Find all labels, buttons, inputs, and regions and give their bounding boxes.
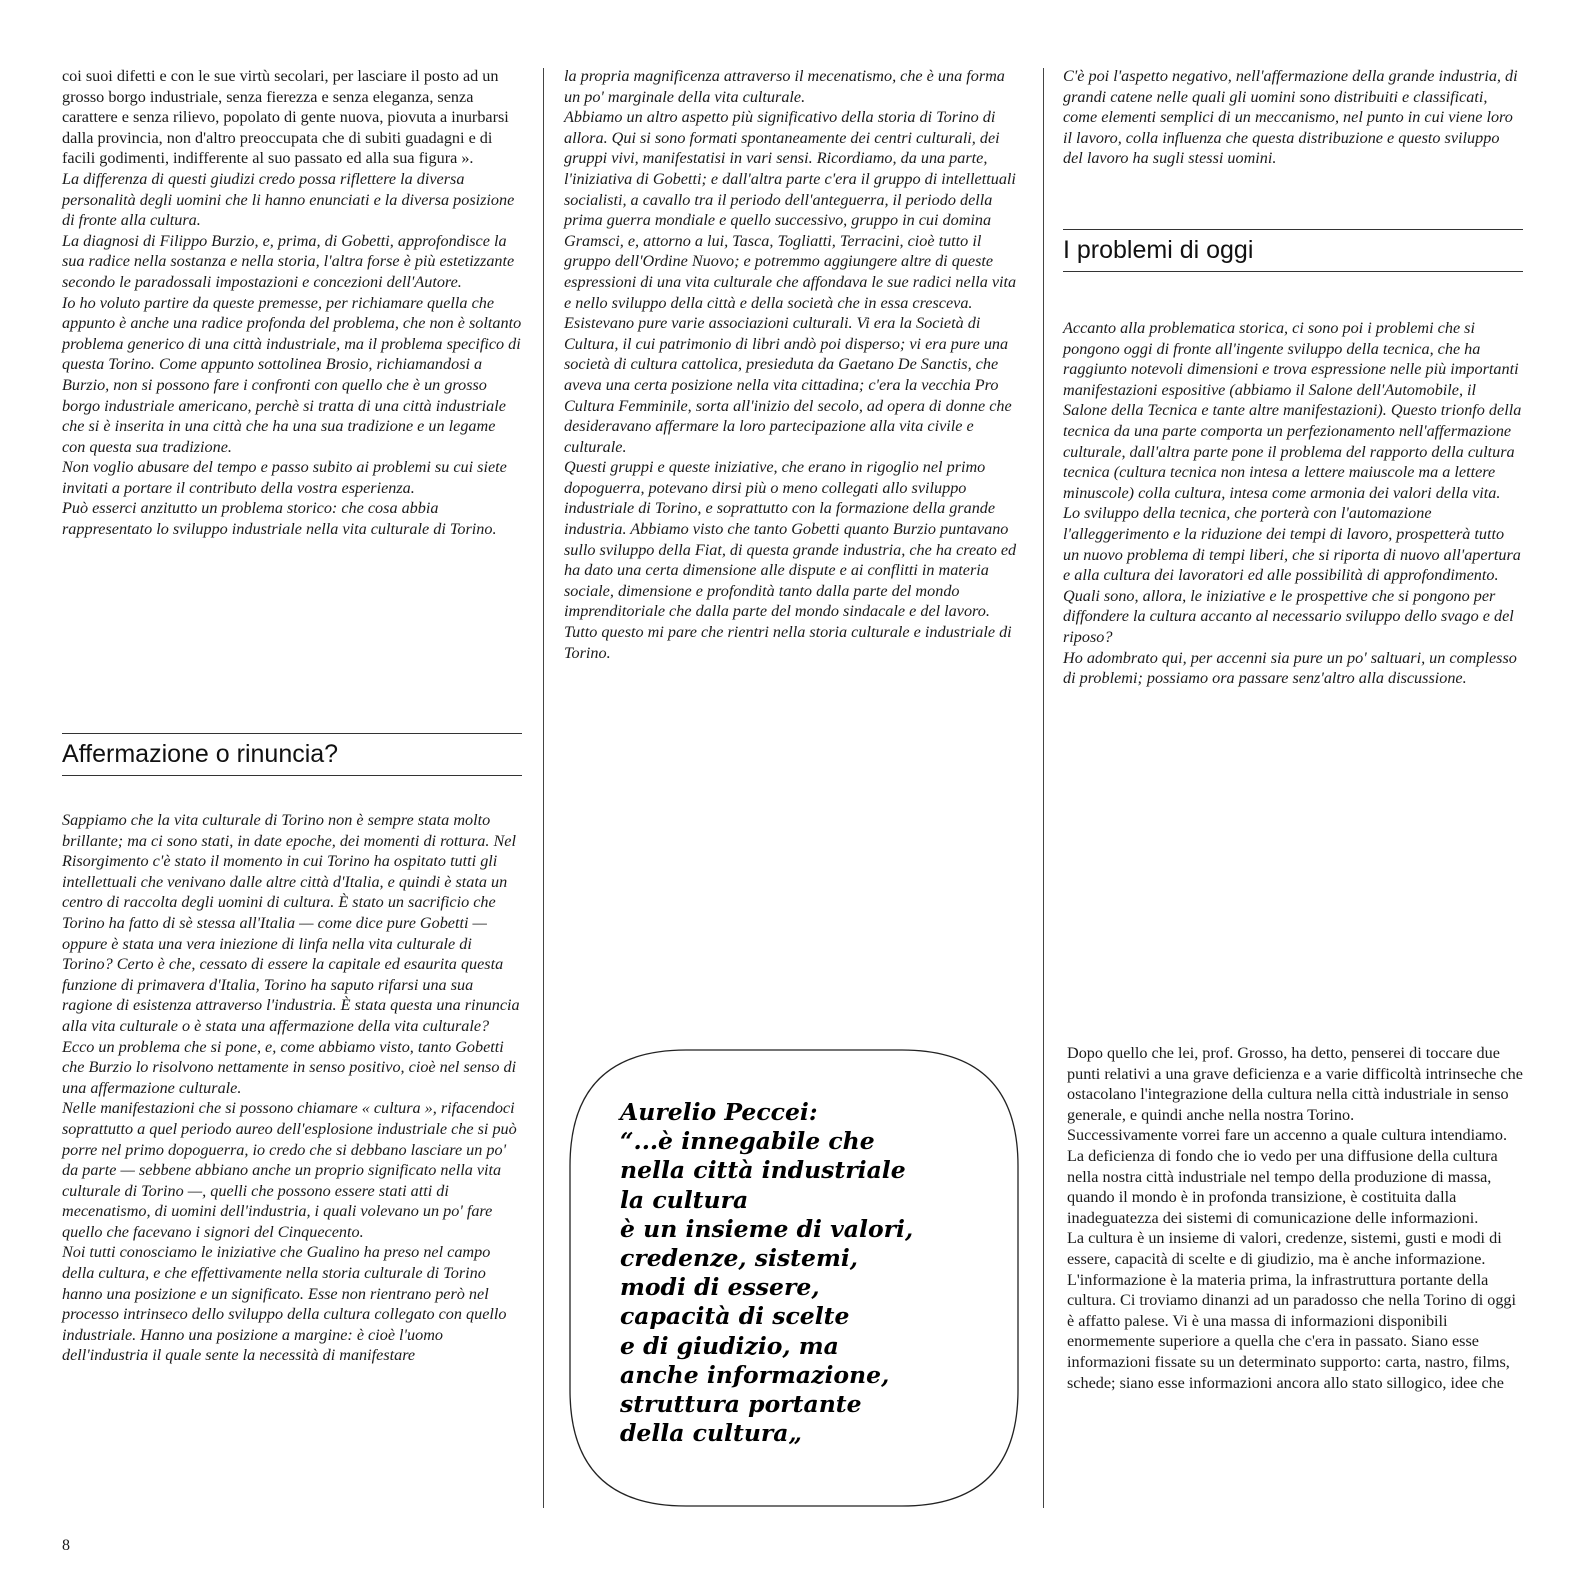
column-1-section [62, 810, 522, 1366]
paragraph: Questi gruppi e queste iniziative, che erano in rigoglio nel primo dopoguerra, potevano dirsi più o meno collegati allo sviluppo industriale di Torino, e soprattutto con la formazione della grande industria. Abbiamo visto che tanto Gobetti quanto Burzio puntavano sullo sviluppo della Fiat, di questa grande industria, che ha creato ed ha dato una certa dimensione alle dispute e ai conflitti in materia sociale, dimensione e profondità tanto dalla parte del mondo imprenditoriale che dalla parte del mondo sindacale e del lavoro. [564, 458, 1017, 621]
quote-line: struttura portante [620, 1390, 862, 1419]
paragraph: Dopo quello che lei, prof. Grosso, ha detto, penserei di toccare due punti relativi a una grave deficienza e a varie difficoltà intrinseche che ostacolano l'integrazione della cultura nella città industriale in senso generale, e quindi anche nella nostra Torino. [1067, 1044, 1523, 1124]
paragraph: La cultura è un insieme di valori, credenze, sistemi, gusti e modi di essere, capacità di scelte e di giudizio, ma è anche informazione. L'informazione è la materia prima, la infrastruttura portante della cultura. Ci troviamo dinanzi ad un paradosso che nella Torino di oggi è affatto palese. Vi è una massa di informazioni disponibili enormemente superiore a quella che c'era in passato. Siano esse informazioni fissate su un determinato supporto: carta, nastro, films, schede; siano esse informazioni ancora allo stato sillogico, idee che [1067, 1229, 1517, 1392]
paragraph: La diagnosi di Filippo Burzio, e, prima, di Gobetti, approfondisce la sua radice nella sostanza e nella storia, l'altra forse è più estetizzante secondo le paradossali impostazioni e concezioni dell'Autore. [62, 231, 515, 291]
column-1-top [62, 66, 522, 540]
page-number: 8 [62, 1537, 70, 1554]
paragraph: Ho adombrato qui, per accenni sia pure un po' saltuari, un complesso di problemi; possiamo ora passare senz'altro alla discussione. [1063, 648, 1517, 688]
paragraph: Successivamente vorrei fare un accenno a quale cultura intendiamo. [1067, 1126, 1508, 1145]
paragraph: Esistevano pure varie associazioni culturali. Vi era la Società di Cultura, il cui patrimonio di libri andò poi disperso; vi era pure una società di cultura cattolica, presieduta da Gaetano De Sanctis, che aveva una certa posizione nella vita cittadina; c'era la vecchia Pro Cultura Femminile, sorta all'inizio del secolo, ad opera di donne che desideravano affermare la loro partecipazione alla vita civile e culturale. [564, 314, 1012, 456]
paragraph: La differenza di questi giudizi credo possa riflettere la diversa personalità degli uomini che li hanno enunciati e la diversa posizione di fronte alla cultura. [62, 169, 515, 230]
quote-line: modi di essere, [620, 1273, 820, 1302]
column-2 [564, 66, 1024, 663]
paragraph: Accanto alla problematica storica, ci sono poi i problemi che si pongono oggi di fronte all'ingente sviluppo della tecnica, che ha raggiunto notevoli dimensioni e trova espressione nelle più importanti manifestazioni espositive (abbiamo il Salone dell'Automobile, il Salone della Tecnica e tante altre manifestazioni). Questo trionfo della tecnica da una parte comporta un perfezionamento nell'affermazione culturale, dall'altra parte pone il problema del rapporto della cultura tecnica (cultura tecnica non intesa a lettere maiuscole ma a lettere minuscole) colla cultura, intesa come armonia dei valori della vita. [1063, 319, 1522, 502]
column-divider [1043, 68, 1044, 1508]
paragraph: Non voglio abusare del tempo e passo subito ai problemi su cui siete invitati a portare il contributo della vostra esperienza. [62, 458, 507, 497]
column-3-peccei [1067, 1043, 1527, 1393]
quote-line: della cultura„ [620, 1419, 803, 1448]
intro-paragraph: coi suoi difetti e con le sue virtù secolari, per lasciare il posto ad un grosso borgo industriale, senza fierezza e senza eleganza, senza carattere e senza rilievo, popolato di gente nuova, piovuta a inurbarsi dalla provincia, non d'altro preoccupata che di subiti guadagni e di facili godimenti, indifferente al suo passato ed alla sua figura ». [62, 67, 509, 168]
paragraph: la propria magnificenza attraverso il mecenatismo, che è una forma un po' marginale della vita culturale. [564, 67, 1005, 106]
quote-line: “...è innegabile che [620, 1127, 875, 1156]
section-heading-affermazione: Affermazione o rinuncia? [62, 733, 522, 776]
paragraph: La deficienza di fondo che io vedo per una diffusione della cultura nella nostra città industriale nel tempo della produzione di massa, quando il mondo è in profonda transizione, è costituita dalla inadeguatezza dei sistemi di comunicazione delle informazioni. [1067, 1146, 1498, 1227]
column-3-section [1063, 318, 1523, 689]
paragraph: C'è poi l'aspetto negativo, nell'affermazione della grande industria, di grandi catene nelle quali gli uomini sono distribuiti e classificati, come elementi semplici di un meccanismo, nel punto in cui viene loro il lavoro, colla influenza che questa distribuzione e questo sviluppo del lavoro ha sugli stessi uomini. [1063, 67, 1518, 168]
column-3-top [1063, 66, 1523, 169]
quote-line: è un insieme di valori, [620, 1214, 914, 1243]
paragraph: Abbiamo un altro aspetto più significativo della storia di Torino di allora. Qui si sono formati spontaneamente dei centri culturali, dei gruppi vivi, manifestatisi in vari sensi. Ricordiamo, da una parte, l'iniziativa di Gobetti; e dall'altra parte c'era il gruppo di intellettuali socialisti, a cavallo tra il periodo dell'anteguerra, il periodo della prima guerra mondiale e quello successivo, gruppo in cui domina Gramsci, e, attorno a lui, Tasca, Togliatti, Terracini, cioè tutto il gruppo dell'Ordine Nuovo; e potremmo aggiungere altre di queste espressioni di una vita culturale che affondava le sue radici nella vita e nello sviluppo della città e della società che in essa cresceva. [564, 108, 1017, 312]
paragraph: Noi tutti conosciamo le iniziative che Gualino ha preso nel campo della cultura, e che effettivamente nella storia culturale di Torino hanno una posizione e un significato. Esse non rientrano però nel processo intrinseco dello sviluppo della cultura collegato con quello industriale. Hanno una posizione a margine: è cioè l'uomo dell'industria il quale sente la necessità di manifestare [62, 1243, 507, 1365]
section-heading-problemi: I problemi di oggi [1063, 229, 1523, 272]
quote-line: nella città industriale [620, 1156, 906, 1185]
paragraph: Nelle manifestazioni che si possono chiamare « cultura », rifacendoci soprattutto a quel periodo aureo dell'esplosione industriale che si può porre nel primo dopoguerra, io credo che si debbano lasciare un po' da parte — sebbene abbiano anche un proprio significato nella vita culturale di Torino —, quelli che possono essere stati atti di mecenatismo, di uomini dell'industria, i quali volevano un po' fare quello che facevano i signori del Cinquecento. [62, 1099, 517, 1241]
column-divider [543, 68, 544, 1508]
quote-line: e di giudizio, ma [620, 1331, 839, 1360]
paragraph: Sappiamo che la vita culturale di Torino non è sempre stata molto brillante; ma ci sono stati, in date epoche, dei momenti di rottura. Nel Risorgimento c'è stato il momento in cui Torino ha ospitato tutti gli intellettuali che venivano dalle altre città d'Italia, e quindi è stata un centro di raccolta degli uomini di cultura. È stato un sacrificio che Torino ha fatto di sè stessa all'Italia — come dice pure Gobetti — oppure è stata una vera iniezione di linfa nella vita culturale di Torino? Certo è che, cessato di essere la capitale ed esaurita questa funzione di primavera d'Italia, Torino ha saputo rifarsi una sua ragione di esistenza attraverso l'industria. È stata questa una rinuncia alla vita culturale o è stata una affermazione della vita culturale? Ecco un problema che si pone, e, come abbiamo visto, tanto Gobetti che Burzio lo risolvono nettamente in senso positivo, cioè nel senso di una affermazione culturale. [62, 811, 520, 1097]
paragraph: Può esserci anzitutto un problema storico: che cosa abbia rappresentato lo sviluppo industriale nella vita culturale di Torino. [62, 499, 497, 539]
quote-line: anche informazione, [620, 1360, 890, 1389]
quote-line: credenze, sistemi, [620, 1244, 858, 1273]
paragraph: Lo sviluppo della tecnica, che porterà con l'automazione l'alleggerimento e la riduzione dei tempi di lavoro, prospetterà tutto un nuovo problema di tempi liberi, che si riporta di nuovo all'apertura e alla cultura dei lavoratori ed alle possibilità di approfondimento. Quali sono, allora, le iniziative e le prospettive che si pongono per diffondere la cultura accanto al necessario sviluppo dello svago e del riposo? [1063, 504, 1521, 646]
paragraph: Io ho voluto partire da queste premesse, per richiamare quella che appunto è anche una radice profonda del problema, che non è soltanto problema generico di una città industriale, ma il problema specifico di questa Torino. Come appunto sottolinea Brosio, richiamandosi a Burzio, non si possono fare i confronti con quello che è un grosso borgo industriale americano, perchè si tratta di una città industriale che si è inserita in una città che ha una sua tradizione e un legame con questa sua tradizione. [62, 293, 522, 456]
paragraph: Tutto questo mi pare che rientri nella storia culturale e industriale di Torino. [564, 623, 1012, 662]
quote-line: capacità di scelte [620, 1302, 850, 1331]
quote-line: la cultura [620, 1185, 749, 1214]
quote-line: Aurelio Peccei: [620, 1098, 818, 1126]
pull-quote [620, 1098, 1020, 1448]
